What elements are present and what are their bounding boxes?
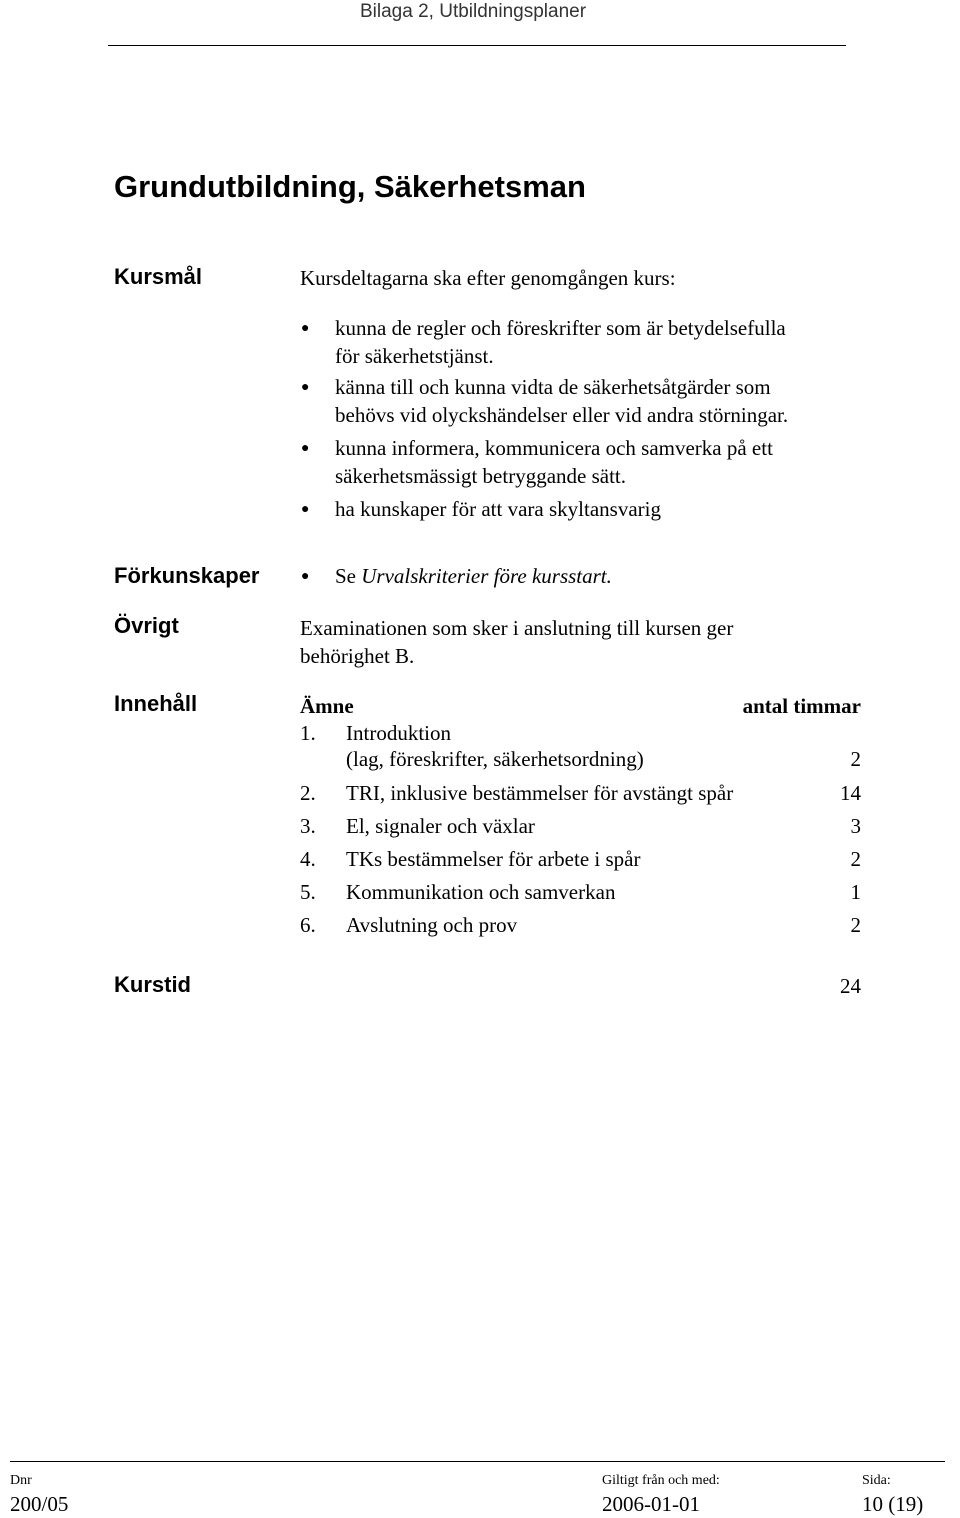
row-hours: 2 [850, 747, 861, 771]
kurstid-value: 24 [840, 974, 861, 998]
forkunskaper-reference: Urvalskriterier före kursstart. [361, 564, 612, 588]
kursmal-item [335, 495, 895, 523]
bullet-icon: ● [301, 569, 310, 584]
row-number: 4. [300, 847, 316, 871]
footer-page-value: 10 (19) [862, 1492, 924, 1516]
forkunskaper-prefix: Se [335, 564, 356, 588]
section-label-kursmal: Kursmål [114, 264, 203, 289]
kursmal-item-line: känna till och kunna vidta de säkerhetsåtgärder som [335, 375, 771, 399]
ovrigt-line: Examinationen som sker i anslutning till kursen ger [300, 616, 734, 640]
section-label-ovrigt: Övrigt [114, 613, 179, 638]
footer-page-label: Sida: [862, 1473, 891, 1488]
kursmal-item [335, 373, 895, 429]
kursmal-item-line: säkerhetsmässigt betryggande sätt. [335, 464, 627, 488]
document-title: Grundutbildning, Säkerhetsman [114, 169, 586, 204]
row-hours: 2 [850, 847, 861, 871]
kursmal-item-line: kunna de regler och föreskrifter som är betydelsefulla [335, 316, 786, 340]
row-hours: 2 [850, 913, 861, 937]
row-subject: Avslutning och prov [346, 913, 518, 937]
column-header-subject: Ämne [300, 694, 354, 718]
ovrigt-text [300, 614, 733, 670]
row-subject: TKs bestämmelser för arbete i spår [346, 847, 641, 871]
ovrigt-line: behörighet B. [300, 644, 415, 668]
column-header-hours: antal timmar [742, 694, 861, 718]
running-header: Bilaga 2, Utbildningsplaner [360, 1, 587, 22]
bullet-icon: ● [301, 441, 310, 456]
footer-valid-value: 2006-01-01 [602, 1492, 700, 1516]
bullet-icon: ● [301, 502, 310, 517]
footer-dnr-value: 200/05 [10, 1492, 69, 1516]
row-number: 6. [300, 913, 316, 937]
row-number: 5. [300, 880, 316, 904]
footer-rule [10, 1461, 945, 1462]
kursmal-item [335, 314, 895, 370]
bullet-icon: ● [301, 380, 310, 395]
section-label-kurstid: Kurstid [114, 972, 191, 997]
row-hours: 3 [850, 814, 861, 838]
footer-dnr-label: Dnr [10, 1473, 32, 1488]
kursmal-item-line: för säkerhetstjänst. [335, 344, 494, 368]
kursmal-item-line: ha kunskaper för att vara skyltansvarig [335, 497, 661, 521]
row-hours: 1 [850, 880, 861, 904]
row-subject: El, signaler och växlar [346, 814, 535, 838]
kursmal-item [335, 434, 895, 490]
row-number: 2. [300, 781, 316, 805]
section-label-forkunskaper: Förkunskaper [114, 563, 260, 588]
bullet-icon: ● [301, 321, 310, 336]
kursmal-item-line: kunna informera, kommunicera och samverka på ett [335, 436, 773, 460]
forkunskaper-text [335, 562, 612, 590]
row-number: 3. [300, 814, 316, 838]
header-rule [108, 45, 846, 46]
row-subject-detail: (lag, föreskrifter, säkerhetsordning) [346, 747, 644, 771]
row-subject: TRI, inklusive bestämmelser för avstängt spår [346, 781, 734, 805]
row-subject: Kommunikation och samverkan [346, 880, 616, 904]
footer-valid-label: Giltigt från och med: [602, 1473, 720, 1488]
section-label-innehall: Innehåll [114, 691, 198, 716]
row-hours: 14 [840, 781, 861, 805]
kursmal-intro: Kursdeltagarna ska efter genomgången kurs: [300, 266, 676, 290]
kursmal-item-line: behövs vid olyckshändelser eller vid andra störningar. [335, 403, 789, 427]
row-subject: Introduktion [346, 721, 451, 745]
row-number: 1. [300, 721, 316, 745]
